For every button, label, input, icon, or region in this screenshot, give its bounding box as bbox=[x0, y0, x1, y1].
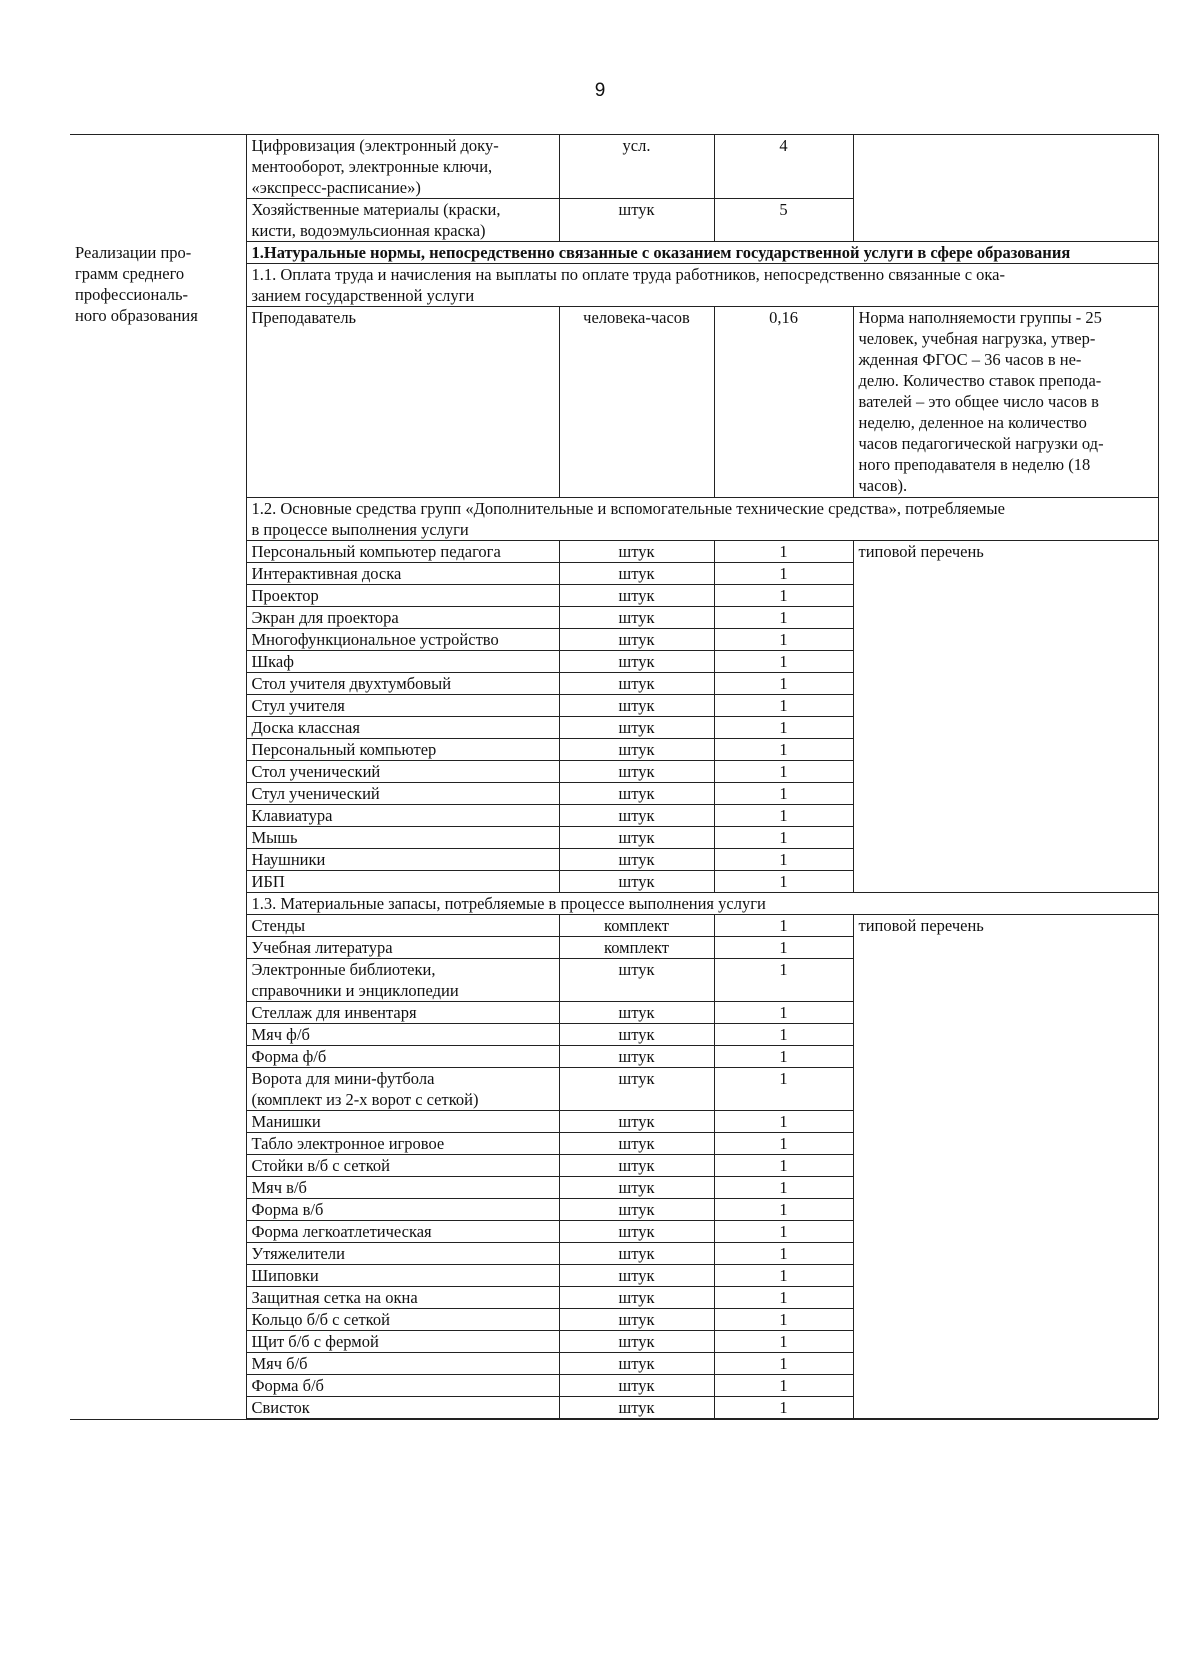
item-name: Клавиатура bbox=[246, 805, 559, 827]
item-unit: штук bbox=[559, 1046, 714, 1068]
teacher-note: Норма наполняемости группы - 25 человек, учебная нагрузка, утвер- жденная ФГОС – 36 часов в не- делю. Количество ставок препода- вателей – это общее число часов в неделю, деленное на количество часов педагогической нагрузки од- ного преподавателя в неделю (18 часов). bbox=[853, 307, 1158, 498]
item-unit: штук bbox=[559, 871, 714, 893]
top-rule bbox=[70, 134, 1158, 135]
item-qty: 1 bbox=[714, 1133, 853, 1155]
item-qty: 1 bbox=[714, 1353, 853, 1375]
item-unit: штук bbox=[559, 1111, 714, 1133]
item-unit: комплект bbox=[559, 937, 714, 959]
item-unit: штук bbox=[559, 1287, 714, 1309]
norms-table bbox=[70, 134, 1159, 1419]
item-name: Мяч ф/б bbox=[246, 1024, 559, 1046]
item-unit: штук bbox=[559, 1331, 714, 1353]
item-name: Мышь bbox=[246, 827, 559, 849]
section-1-2-title: 1.2. Основные средства групп «Дополнительные и вспомогательные технические средства», потребляемые в процессе выполнения услуги bbox=[246, 498, 1158, 541]
item-qty: 1 bbox=[714, 1177, 853, 1199]
item-unit: штук bbox=[559, 1243, 714, 1265]
item-unit: штук bbox=[559, 695, 714, 717]
item-unit: штук bbox=[559, 1024, 714, 1046]
section-1-title: 1.Натуральные нормы, непосредственно связанные с оказанием государственной услуги в сфере образования bbox=[246, 242, 1158, 264]
item-qty: 1 bbox=[714, 1287, 853, 1309]
item-name: Кольцо б/б с сеткой bbox=[246, 1309, 559, 1331]
item-name: Форма ф/б bbox=[246, 1046, 559, 1068]
item-qty: 1 bbox=[714, 1243, 853, 1265]
section-1-3-note: типовой перечень bbox=[853, 915, 1158, 1419]
item-qty: 1 bbox=[714, 717, 853, 739]
item-unit: штук bbox=[559, 717, 714, 739]
teacher-name: Преподаватель bbox=[246, 307, 559, 498]
item-unit: штук bbox=[559, 959, 714, 1002]
item-unit: штук bbox=[559, 1265, 714, 1287]
item-name: Наушники bbox=[246, 849, 559, 871]
item-name: Электронные библиотеки, справочники и энциклопедии bbox=[246, 959, 559, 1002]
item-unit: штук bbox=[559, 199, 714, 242]
item-name: Шкаф bbox=[246, 651, 559, 673]
item-qty: 1 bbox=[714, 849, 853, 871]
item-name: Проектор bbox=[246, 585, 559, 607]
item-unit: штук bbox=[559, 1002, 714, 1024]
item-qty: 1 bbox=[714, 1002, 853, 1024]
table-row bbox=[70, 135, 1158, 199]
item-unit: штук bbox=[559, 1221, 714, 1243]
item-unit: штук bbox=[559, 1177, 714, 1199]
item-qty: 1 bbox=[714, 783, 853, 805]
item-unit: штук bbox=[559, 541, 714, 563]
item-qty: 1 bbox=[714, 1024, 853, 1046]
item-unit: штук bbox=[559, 1199, 714, 1221]
item-qty: 1 bbox=[714, 1111, 853, 1133]
item-name: Цифровизация (электронный доку- ментооборот, электронные ключи, «экспресс-расписание») bbox=[246, 135, 559, 199]
item-qty: 1 bbox=[714, 959, 853, 1002]
section-1-3-title: 1.3. Материальные запасы, потребляемые в процессе выполнения услуги bbox=[246, 893, 1158, 915]
item-qty: 1 bbox=[714, 1309, 853, 1331]
item-qty: 1 bbox=[714, 651, 853, 673]
item-note-empty bbox=[853, 135, 1158, 242]
item-name: Защитная сетка на окна bbox=[246, 1287, 559, 1309]
item-name: Утяжелители bbox=[246, 1243, 559, 1265]
item-name: Мяч б/б bbox=[246, 1353, 559, 1375]
item-name: Экран для проектора bbox=[246, 607, 559, 629]
item-name: Ворота для мини-футбола (комплект из 2-х ворот с сеткой) bbox=[246, 1068, 559, 1111]
item-qty: 1 bbox=[714, 827, 853, 849]
item-qty: 1 bbox=[714, 607, 853, 629]
item-name: Шиповки bbox=[246, 1265, 559, 1287]
item-unit: штук bbox=[559, 1353, 714, 1375]
item-qty: 5 bbox=[714, 199, 853, 242]
category-cell-empty bbox=[70, 135, 246, 242]
item-name: Интерактивная доска bbox=[246, 563, 559, 585]
item-name: Манишки bbox=[246, 1111, 559, 1133]
item-unit: усл. bbox=[559, 135, 714, 199]
item-name: Мяч в/б bbox=[246, 1177, 559, 1199]
item-qty: 1 bbox=[714, 871, 853, 893]
norms-table-body bbox=[70, 135, 1158, 1419]
item-qty: 1 bbox=[714, 1199, 853, 1221]
item-name: Стул учителя bbox=[246, 695, 559, 717]
item-qty: 1 bbox=[714, 739, 853, 761]
item-name: Хозяйственные материалы (краски, кисти, водоэмульсионная краска) bbox=[246, 199, 559, 242]
item-qty: 1 bbox=[714, 1221, 853, 1243]
item-unit: штук bbox=[559, 1155, 714, 1177]
item-name: Доска классная bbox=[246, 717, 559, 739]
item-qty: 1 bbox=[714, 805, 853, 827]
item-name: Форма в/б bbox=[246, 1199, 559, 1221]
item-name: Стол ученический bbox=[246, 761, 559, 783]
item-qty: 1 bbox=[714, 585, 853, 607]
item-qty: 1 bbox=[714, 541, 853, 563]
item-qty: 1 bbox=[714, 1331, 853, 1353]
item-unit: штук bbox=[559, 827, 714, 849]
item-qty: 1 bbox=[714, 1375, 853, 1397]
item-unit: штук bbox=[559, 761, 714, 783]
item-qty: 1 bbox=[714, 1155, 853, 1177]
item-name: Персональный компьютер педагога bbox=[246, 541, 559, 563]
item-name: Стенды bbox=[246, 915, 559, 937]
item-unit: штук bbox=[559, 783, 714, 805]
section-1-1-title: 1.1. Оплата труда и начисления на выплаты по оплате труда работников, непосредственно связанные с ока- занием государственной услуги bbox=[246, 264, 1158, 307]
item-qty: 1 bbox=[714, 1397, 853, 1419]
bottom-rule bbox=[70, 1419, 1158, 1420]
item-name: ИБП bbox=[246, 871, 559, 893]
item-name: Многофункциональное устройство bbox=[246, 629, 559, 651]
item-qty: 1 bbox=[714, 673, 853, 695]
item-name: Табло электронное игровое bbox=[246, 1133, 559, 1155]
item-name: Щит б/б с фермой bbox=[246, 1331, 559, 1353]
item-name: Стул ученический bbox=[246, 783, 559, 805]
section-title-row bbox=[70, 242, 1158, 264]
item-qty: 1 bbox=[714, 761, 853, 783]
item-name: Стеллаж для инвентаря bbox=[246, 1002, 559, 1024]
item-unit: штук bbox=[559, 607, 714, 629]
item-unit: штук bbox=[559, 651, 714, 673]
item-unit: штук bbox=[559, 1397, 714, 1419]
item-qty: 1 bbox=[714, 1068, 853, 1111]
teacher-qty: 0,16 bbox=[714, 307, 853, 498]
item-qty: 1 bbox=[714, 629, 853, 651]
item-name: Свисток bbox=[246, 1397, 559, 1419]
item-name: Стойки в/б с сеткой bbox=[246, 1155, 559, 1177]
item-qty: 1 bbox=[714, 563, 853, 585]
item-unit: штук bbox=[559, 739, 714, 761]
item-qty: 1 bbox=[714, 695, 853, 717]
page-number: 9 bbox=[594, 80, 606, 101]
item-unit: штук bbox=[559, 629, 714, 651]
item-name: Персональный компьютер bbox=[246, 739, 559, 761]
item-unit: штук bbox=[559, 563, 714, 585]
section-1-2-note: типовой перечень bbox=[853, 541, 1158, 893]
item-unit: штук bbox=[559, 1375, 714, 1397]
item-name: Стол учителя двухтумбовый bbox=[246, 673, 559, 695]
teacher-unit: человека-часов bbox=[559, 307, 714, 498]
item-unit: штук bbox=[559, 1068, 714, 1111]
item-qty: 1 bbox=[714, 1265, 853, 1287]
item-name: Учебная литература bbox=[246, 937, 559, 959]
item-unit: штук bbox=[559, 1133, 714, 1155]
item-unit: штук bbox=[559, 805, 714, 827]
item-qty: 1 bbox=[714, 937, 853, 959]
item-name: Форма легкоатлетическая bbox=[246, 1221, 559, 1243]
item-unit: комплект bbox=[559, 915, 714, 937]
item-qty: 4 bbox=[714, 135, 853, 199]
item-unit: штук bbox=[559, 849, 714, 871]
category-cell: Реализации про- грамм среднего профессиональ- ного образования bbox=[70, 242, 246, 1419]
item-unit: штук bbox=[559, 673, 714, 695]
item-name: Форма б/б bbox=[246, 1375, 559, 1397]
item-unit: штук bbox=[559, 1309, 714, 1331]
item-unit: штук bbox=[559, 585, 714, 607]
item-qty: 1 bbox=[714, 915, 853, 937]
item-qty: 1 bbox=[714, 1046, 853, 1068]
